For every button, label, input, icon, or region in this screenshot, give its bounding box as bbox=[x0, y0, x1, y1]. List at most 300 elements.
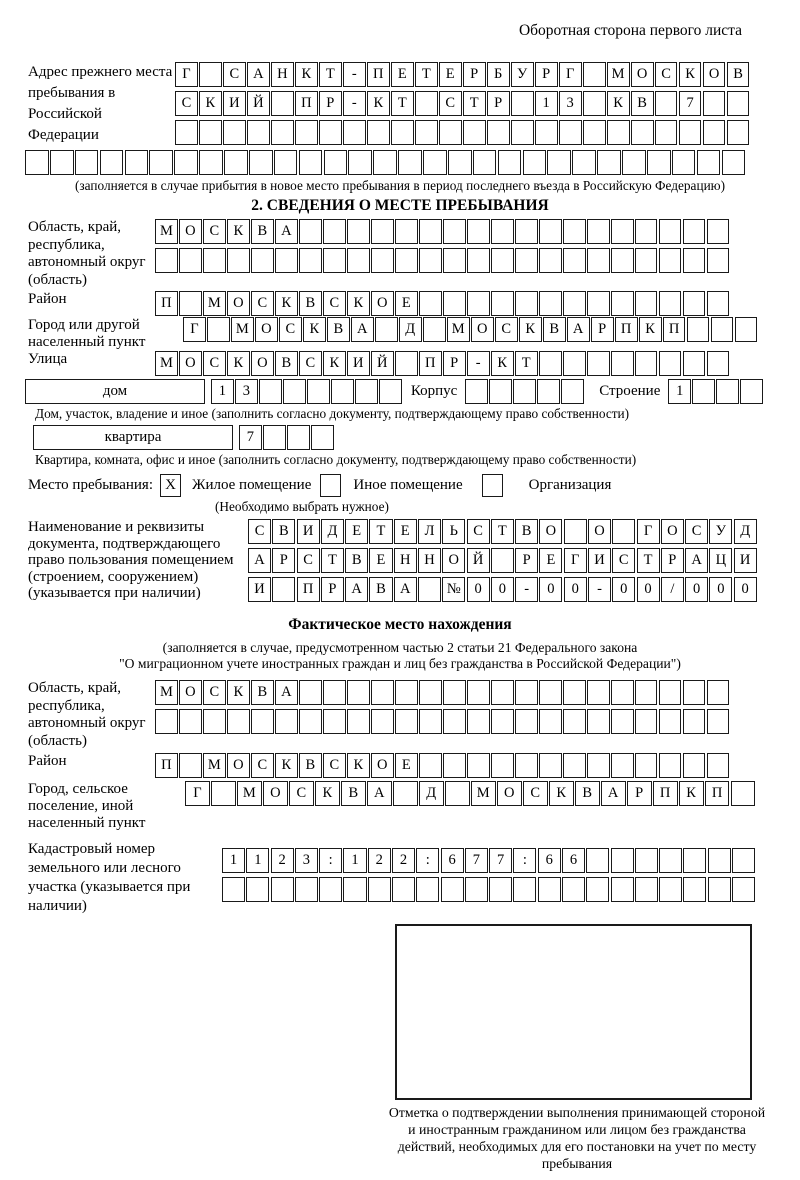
char-cell bbox=[587, 351, 610, 376]
char-cell bbox=[622, 150, 646, 175]
char-cell bbox=[703, 91, 726, 116]
apartment-row bbox=[33, 425, 800, 450]
char-cell bbox=[373, 150, 397, 175]
district-label: Район bbox=[28, 291, 67, 307]
char-cell bbox=[587, 680, 610, 705]
char-cell bbox=[227, 709, 250, 734]
char-cell bbox=[563, 680, 586, 705]
char-cell: О bbox=[631, 62, 654, 87]
char-cell bbox=[223, 120, 246, 145]
document-label: Наименование и реквизиты документа, подтверждающего право пользования помещением (строением, сооружением) (указывается при наличии) bbox=[28, 519, 234, 601]
char-cell: Р bbox=[321, 577, 344, 602]
char-cell bbox=[631, 120, 654, 145]
char-cell: С bbox=[203, 351, 226, 376]
char-cell bbox=[708, 848, 731, 873]
char-cell: 0 bbox=[685, 577, 708, 602]
char-cell bbox=[513, 379, 536, 404]
cadastral-row-2 bbox=[222, 877, 756, 902]
char-cell bbox=[491, 548, 514, 573]
char-cell bbox=[299, 709, 322, 734]
char-cell bbox=[379, 379, 402, 404]
char-cell bbox=[251, 709, 274, 734]
char-cell bbox=[246, 877, 269, 902]
char-cell: Г bbox=[564, 548, 587, 573]
char-cell bbox=[443, 753, 466, 778]
actual-region-row-1 bbox=[155, 680, 731, 705]
actual-region-block bbox=[0, 680, 800, 750]
char-cell: Е bbox=[369, 548, 392, 573]
char-cell bbox=[612, 519, 635, 544]
char-cell: М bbox=[607, 62, 630, 87]
stay-type-checkbox-residential: X bbox=[160, 474, 181, 497]
char-cell bbox=[659, 848, 682, 873]
char-cell bbox=[587, 291, 610, 316]
char-cell: У bbox=[511, 62, 534, 87]
char-cell: М bbox=[155, 219, 178, 244]
char-cell: О bbox=[588, 519, 611, 544]
char-cell bbox=[324, 150, 348, 175]
char-cell: П bbox=[705, 781, 730, 806]
char-cell: В bbox=[275, 351, 298, 376]
char-cell: Т bbox=[515, 351, 538, 376]
char-cell: С bbox=[297, 548, 320, 573]
char-cell: В bbox=[543, 317, 566, 342]
char-cell bbox=[423, 317, 446, 342]
char-cell bbox=[647, 150, 671, 175]
prev-address-row-1 bbox=[175, 62, 751, 87]
char-cell: Т bbox=[321, 548, 344, 573]
char-cell bbox=[311, 425, 334, 450]
char-cell: О bbox=[661, 519, 684, 544]
char-cell: А bbox=[248, 548, 271, 573]
char-cell: Р bbox=[319, 91, 342, 116]
char-cell bbox=[227, 248, 250, 273]
char-cell bbox=[539, 291, 562, 316]
char-cell bbox=[251, 248, 274, 273]
char-cell bbox=[275, 248, 298, 273]
house-row bbox=[25, 379, 800, 404]
char-cell: А bbox=[247, 62, 270, 87]
char-cell: 0 bbox=[467, 577, 490, 602]
char-cell: Р bbox=[272, 548, 295, 573]
stay-type-label: Место пребывания: bbox=[28, 476, 153, 493]
char-cell bbox=[515, 709, 538, 734]
char-cell: 0 bbox=[637, 577, 660, 602]
char-cell bbox=[607, 120, 630, 145]
char-cell: Ь bbox=[442, 519, 465, 544]
korpus-label: Корпус bbox=[410, 383, 458, 399]
char-cell: П bbox=[419, 351, 442, 376]
char-cell bbox=[635, 680, 658, 705]
char-cell: 1 bbox=[222, 848, 245, 873]
char-cell: Р bbox=[535, 62, 558, 87]
char-cell: К bbox=[679, 62, 702, 87]
char-cell: 1 bbox=[535, 91, 558, 116]
char-cell: А bbox=[367, 781, 392, 806]
char-cell bbox=[263, 425, 286, 450]
house-note: Дом, участок, владение и иное (заполнить согласно документу, подтверждающему право собственности) bbox=[35, 406, 630, 421]
char-cell: К bbox=[275, 753, 298, 778]
char-cell bbox=[443, 291, 466, 316]
char-cell bbox=[539, 219, 562, 244]
char-cell bbox=[732, 877, 755, 902]
actual-district-block bbox=[0, 753, 800, 778]
char-cell: И bbox=[588, 548, 611, 573]
char-cell: О bbox=[255, 317, 278, 342]
char-cell bbox=[727, 91, 750, 116]
char-cell: М bbox=[447, 317, 470, 342]
char-cell: С bbox=[299, 351, 322, 376]
char-cell: О bbox=[179, 219, 202, 244]
char-cell bbox=[307, 379, 330, 404]
char-cell bbox=[611, 753, 634, 778]
char-cell bbox=[179, 753, 202, 778]
char-cell bbox=[295, 120, 318, 145]
char-cell bbox=[391, 120, 414, 145]
char-cell bbox=[535, 120, 558, 145]
actual-district-row bbox=[155, 753, 731, 778]
char-cell bbox=[683, 680, 706, 705]
char-cell: 1 bbox=[343, 848, 366, 873]
prev-address-row-2 bbox=[175, 91, 751, 116]
char-cell: 0 bbox=[709, 577, 732, 602]
char-cell: - bbox=[343, 91, 366, 116]
char-cell bbox=[439, 120, 462, 145]
char-cell bbox=[692, 379, 715, 404]
char-cell bbox=[683, 753, 706, 778]
char-cell: П bbox=[367, 62, 390, 87]
char-cell bbox=[179, 291, 202, 316]
street-block bbox=[0, 351, 800, 376]
char-cell: Д bbox=[321, 519, 344, 544]
char-cell: И bbox=[223, 91, 246, 116]
char-cell bbox=[707, 248, 730, 273]
char-cell: М bbox=[155, 351, 178, 376]
char-cell bbox=[343, 877, 366, 902]
char-cell bbox=[371, 219, 394, 244]
char-cell bbox=[583, 120, 606, 145]
char-cell bbox=[635, 248, 658, 273]
document-row-1 bbox=[248, 519, 758, 544]
char-cell bbox=[732, 848, 755, 873]
char-cell: В bbox=[631, 91, 654, 116]
char-cell bbox=[249, 150, 273, 175]
char-cell bbox=[473, 150, 497, 175]
char-cell bbox=[563, 248, 586, 273]
char-cell: О bbox=[497, 781, 522, 806]
char-cell bbox=[445, 781, 470, 806]
char-cell bbox=[275, 709, 298, 734]
char-cell: Г bbox=[183, 317, 206, 342]
char-cell bbox=[347, 680, 370, 705]
char-cell: В bbox=[327, 317, 350, 342]
char-cell: К bbox=[347, 753, 370, 778]
char-cell: Е bbox=[439, 62, 462, 87]
char-cell: Й bbox=[371, 351, 394, 376]
char-cell bbox=[203, 248, 226, 273]
char-cell: Р bbox=[591, 317, 614, 342]
char-cell: П bbox=[155, 291, 178, 316]
char-cell: В bbox=[515, 519, 538, 544]
region-row-2 bbox=[155, 248, 731, 273]
char-cell bbox=[563, 219, 586, 244]
char-cell: К bbox=[323, 351, 346, 376]
corner-title: Оборотная сторона первого листа bbox=[518, 22, 742, 39]
char-cell bbox=[708, 877, 731, 902]
char-cell: В bbox=[345, 548, 368, 573]
char-cell bbox=[635, 291, 658, 316]
char-cell: 7 bbox=[465, 848, 488, 873]
char-cell: К bbox=[549, 781, 574, 806]
char-cell bbox=[375, 317, 398, 342]
char-cell: А bbox=[685, 548, 708, 573]
char-cell: В bbox=[575, 781, 600, 806]
char-cell: С bbox=[495, 317, 518, 342]
stay-type-note: (Необходимо выбрать нужное) bbox=[215, 499, 389, 514]
house-cells bbox=[211, 379, 403, 404]
char-cell bbox=[371, 709, 394, 734]
char-cell: К bbox=[347, 291, 370, 316]
char-cell bbox=[271, 91, 294, 116]
char-cell bbox=[347, 709, 370, 734]
char-cell bbox=[562, 877, 585, 902]
cadastral-label: Кадастровый номер земельного или лесного участка (указывается при наличии) bbox=[28, 841, 191, 914]
char-cell: Е bbox=[395, 753, 418, 778]
char-cell: С bbox=[439, 91, 462, 116]
char-cell: К bbox=[295, 62, 318, 87]
char-cell bbox=[100, 150, 124, 175]
char-cell: А bbox=[275, 680, 298, 705]
char-cell bbox=[635, 848, 658, 873]
apartment-box-label: квартира bbox=[33, 425, 233, 450]
char-cell: № bbox=[442, 577, 465, 602]
char-cell: Д bbox=[734, 519, 757, 544]
char-cell bbox=[563, 753, 586, 778]
char-cell bbox=[415, 91, 438, 116]
stay-type-checkbox-other-premises bbox=[320, 474, 341, 497]
section2-title: 2. СВЕДЕНИЯ О МЕСТЕ ПРЕБЫВАНИЯ bbox=[251, 197, 549, 214]
char-cell bbox=[323, 709, 346, 734]
stay-type-option-other-premises: Иное помещение bbox=[353, 476, 463, 493]
char-cell bbox=[655, 120, 678, 145]
char-cell: У bbox=[709, 519, 732, 544]
char-cell bbox=[395, 709, 418, 734]
char-cell: П bbox=[615, 317, 638, 342]
char-cell: 2 bbox=[368, 848, 391, 873]
char-cell bbox=[563, 709, 586, 734]
char-cell: К bbox=[315, 781, 340, 806]
char-cell: О bbox=[263, 781, 288, 806]
actual-region-row-2 bbox=[155, 709, 731, 734]
char-cell: 6 bbox=[441, 848, 464, 873]
char-cell bbox=[125, 150, 149, 175]
char-cell: К bbox=[679, 781, 704, 806]
char-cell: С bbox=[175, 91, 198, 116]
char-cell bbox=[149, 150, 173, 175]
char-cell bbox=[418, 577, 441, 602]
char-cell: О bbox=[703, 62, 726, 87]
char-cell: Т bbox=[637, 548, 660, 573]
char-cell bbox=[515, 248, 538, 273]
char-cell bbox=[491, 753, 514, 778]
char-cell bbox=[319, 877, 342, 902]
char-cell bbox=[659, 753, 682, 778]
stay-type-option-organization: Организация bbox=[528, 476, 612, 493]
char-cell bbox=[659, 351, 682, 376]
char-cell bbox=[323, 680, 346, 705]
char-cell bbox=[368, 877, 391, 902]
char-cell bbox=[211, 781, 236, 806]
document-row-2 bbox=[248, 548, 758, 573]
char-cell: С bbox=[203, 680, 226, 705]
char-cell bbox=[587, 248, 610, 273]
char-cell: 7 bbox=[239, 425, 262, 450]
char-cell bbox=[511, 120, 534, 145]
char-cell bbox=[491, 248, 514, 273]
char-cell bbox=[672, 150, 696, 175]
char-cell bbox=[199, 120, 222, 145]
document-block bbox=[0, 519, 800, 602]
char-cell: Й bbox=[247, 91, 270, 116]
char-cell: 1 bbox=[211, 379, 234, 404]
char-cell bbox=[395, 219, 418, 244]
char-cell bbox=[443, 709, 466, 734]
char-cell: К bbox=[367, 91, 390, 116]
char-cell bbox=[299, 680, 322, 705]
apartment-note: Квартира, комната, офис и иное (заполнить согласно документу, подтверждающему право собственности) bbox=[35, 452, 637, 467]
actual-city-row bbox=[185, 781, 757, 806]
char-cell bbox=[299, 248, 322, 273]
region-block bbox=[0, 219, 800, 289]
char-cell bbox=[199, 150, 223, 175]
char-cell bbox=[179, 709, 202, 734]
char-cell: Н bbox=[394, 548, 417, 573]
char-cell bbox=[537, 379, 560, 404]
char-cell: Р bbox=[661, 548, 684, 573]
char-cell bbox=[722, 150, 746, 175]
cadastral-block bbox=[0, 840, 800, 916]
char-cell: С bbox=[655, 62, 678, 87]
char-cell: 0 bbox=[734, 577, 757, 602]
char-cell: 1 bbox=[668, 379, 691, 404]
char-cell bbox=[515, 753, 538, 778]
char-cell bbox=[583, 62, 606, 87]
char-cell: Г bbox=[637, 519, 660, 544]
prev-address-row-4 bbox=[25, 150, 800, 175]
char-cell bbox=[564, 519, 587, 544]
district-block bbox=[0, 291, 800, 316]
city-label: Город или другой населенный пункт bbox=[28, 317, 146, 350]
char-cell: О bbox=[371, 753, 394, 778]
char-cell: Г bbox=[559, 62, 582, 87]
char-cell: С bbox=[251, 753, 274, 778]
char-cell: : bbox=[513, 848, 536, 873]
char-cell bbox=[635, 219, 658, 244]
char-cell bbox=[635, 877, 658, 902]
char-cell bbox=[611, 291, 634, 316]
char-cell bbox=[465, 379, 488, 404]
char-cell bbox=[515, 680, 538, 705]
char-cell: Е bbox=[539, 548, 562, 573]
stroenie-cells bbox=[668, 379, 764, 404]
char-cell: Т bbox=[415, 62, 438, 87]
char-cell bbox=[419, 709, 442, 734]
char-cell bbox=[707, 753, 730, 778]
stay-type-checkbox-organization bbox=[482, 474, 503, 497]
char-cell bbox=[295, 877, 318, 902]
char-cell: Б bbox=[487, 62, 510, 87]
char-cell: А bbox=[601, 781, 626, 806]
char-cell bbox=[343, 120, 366, 145]
actual-location-note-1: (заполняется в случае, предусмотренном частью 2 статьи 21 Федерального закона bbox=[162, 640, 638, 655]
char-cell bbox=[25, 150, 49, 175]
char-cell bbox=[155, 248, 178, 273]
char-cell bbox=[716, 379, 739, 404]
char-cell bbox=[367, 120, 390, 145]
char-cell: П bbox=[663, 317, 686, 342]
char-cell bbox=[587, 709, 610, 734]
char-cell bbox=[392, 877, 415, 902]
char-cell: К bbox=[199, 91, 222, 116]
char-cell bbox=[207, 317, 230, 342]
char-cell: 6 bbox=[538, 848, 561, 873]
char-cell: О bbox=[227, 753, 250, 778]
char-cell bbox=[539, 709, 562, 734]
char-cell bbox=[283, 379, 306, 404]
char-cell: 0 bbox=[539, 577, 562, 602]
char-cell: М bbox=[155, 680, 178, 705]
char-cell bbox=[463, 120, 486, 145]
char-cell bbox=[707, 709, 730, 734]
prev-address-row-3 bbox=[175, 120, 751, 145]
char-cell bbox=[539, 680, 562, 705]
char-cell bbox=[498, 150, 522, 175]
char-cell: - bbox=[588, 577, 611, 602]
char-cell bbox=[203, 709, 226, 734]
char-cell: О bbox=[179, 351, 202, 376]
char-cell bbox=[659, 680, 682, 705]
char-cell bbox=[635, 709, 658, 734]
char-cell: 6 bbox=[562, 848, 585, 873]
prev-address-label: Адрес прежнего места пребывания в Российской Федерации bbox=[28, 64, 173, 143]
char-cell bbox=[679, 120, 702, 145]
char-cell bbox=[513, 877, 536, 902]
char-cell: Г bbox=[185, 781, 210, 806]
char-cell: О bbox=[179, 680, 202, 705]
char-cell bbox=[75, 150, 99, 175]
char-cell bbox=[393, 781, 418, 806]
char-cell: И bbox=[734, 548, 757, 573]
char-cell: М bbox=[237, 781, 262, 806]
char-cell bbox=[538, 877, 561, 902]
char-cell: С bbox=[323, 291, 346, 316]
char-cell: Е bbox=[394, 519, 417, 544]
char-cell bbox=[419, 291, 442, 316]
char-cell bbox=[174, 150, 198, 175]
char-cell: 0 bbox=[564, 577, 587, 602]
char-cell: 3 bbox=[235, 379, 258, 404]
char-cell bbox=[287, 425, 310, 450]
char-cell: С bbox=[223, 62, 246, 87]
char-cell: П bbox=[295, 91, 318, 116]
char-cell: О bbox=[227, 291, 250, 316]
char-cell bbox=[416, 877, 439, 902]
char-cell: Т bbox=[369, 519, 392, 544]
char-cell bbox=[683, 709, 706, 734]
char-cell bbox=[491, 709, 514, 734]
char-cell bbox=[735, 317, 758, 342]
char-cell: В bbox=[369, 577, 392, 602]
